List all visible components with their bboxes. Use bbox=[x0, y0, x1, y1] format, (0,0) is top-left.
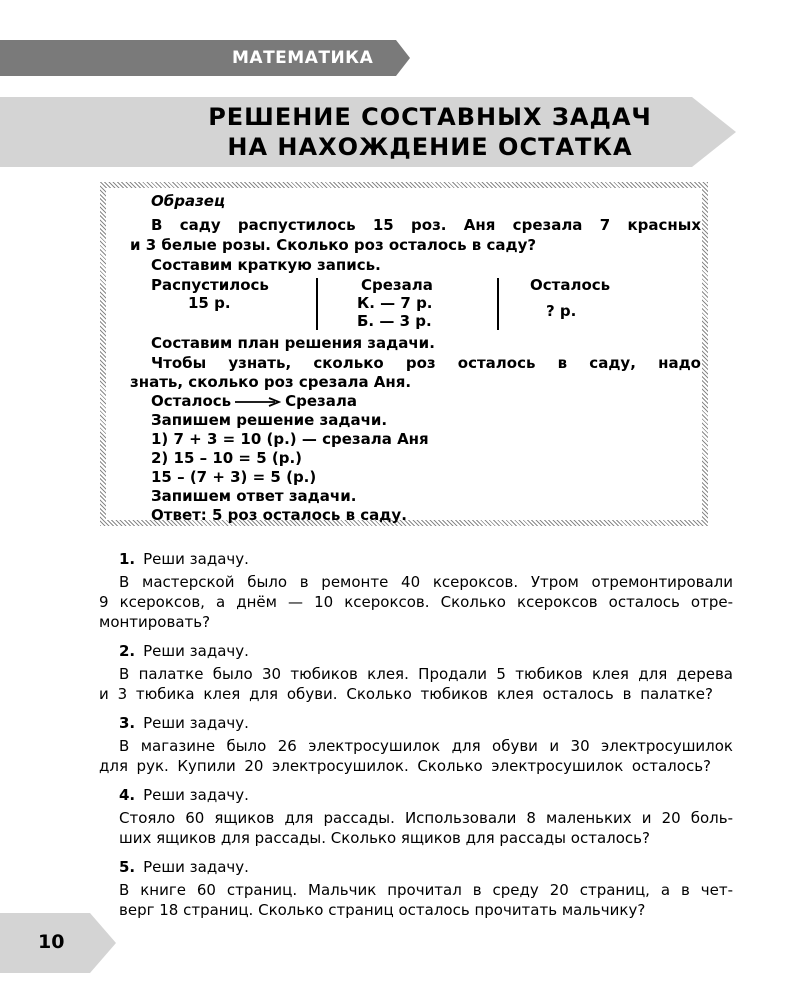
task-text-line: В мастерской было в ремонте 40 ксероксов. Утром отремонтировали bbox=[119, 573, 733, 591]
scheme-to: Срезала bbox=[285, 392, 358, 410]
task-text-line: ших ящиков для рассады. Сколько ящиков для рассады осталось? bbox=[119, 829, 650, 847]
task-number: 4. bbox=[119, 786, 136, 804]
page-title-line-2: НА НАХОЖДЕНИЕ ОСТАТКА bbox=[227, 133, 633, 161]
example-answer-intro: Запишем ответ задачи. bbox=[151, 487, 357, 505]
task-instruction: Реши задачу. bbox=[143, 786, 249, 804]
example-step-1: 1) 7 + 3 = 10 (р.) — срезала Аня bbox=[151, 430, 429, 448]
example-step-2: 2) 15 – 10 = 5 (р.) bbox=[151, 449, 303, 467]
example-box bbox=[100, 182, 708, 526]
page-number: 10 bbox=[38, 931, 65, 953]
example-plan-line-1: Чтобы узнать, сколько роз осталось в саду, надо bbox=[151, 354, 701, 372]
subject-label: МАТЕМАТИКА bbox=[232, 48, 374, 68]
task-text-line: Стояло 60 ящиков для рассады. Использовали 8 маленьких и 20 боль- bbox=[119, 809, 733, 827]
task-instruction: Реши задачу. bbox=[143, 714, 249, 732]
task-instruction: Реши задачу. bbox=[143, 858, 249, 876]
example-label: Образец bbox=[151, 192, 226, 210]
task-heading bbox=[119, 786, 249, 805]
example-solution-intro: Запишем решение задачи. bbox=[151, 411, 388, 429]
example-plan-intro: Составим план решения задачи. bbox=[151, 334, 435, 352]
column-header-remaining: Осталось bbox=[530, 276, 611, 294]
column-value-remaining: ? р. bbox=[546, 302, 577, 320]
task-number: 1. bbox=[119, 550, 136, 568]
page-title-line-1: РЕШЕНИЕ СОСТАВНЫХ ЗАДАЧ bbox=[208, 103, 652, 131]
arrow-right-icon bbox=[235, 397, 281, 407]
example-problem-line-1: В саду распустилось 15 роз. Аня срезала 7 красных bbox=[151, 216, 701, 234]
column-divider-1 bbox=[316, 278, 318, 330]
example-short-record-intro: Составим краткую запись. bbox=[151, 256, 381, 274]
task-heading bbox=[119, 714, 249, 733]
task-heading bbox=[119, 858, 249, 877]
example-problem-line-2: и 3 белые розы. Сколько роз осталось в саду? bbox=[130, 236, 537, 254]
example-plan-line-2: знать, сколько роз срезала Аня. bbox=[130, 373, 412, 391]
task-heading bbox=[119, 550, 249, 569]
task-text-line: В книге 60 страниц. Мальчик прочитал в среду 20 страниц, а в чет- bbox=[119, 881, 733, 899]
column-value-bloomed: 15 р. bbox=[188, 294, 231, 312]
example-content bbox=[106, 188, 702, 524]
column-header-cut: Срезала bbox=[361, 276, 433, 294]
task-number: 2. bbox=[119, 642, 136, 660]
task-instruction: Реши задачу. bbox=[143, 642, 249, 660]
task-text-line: В магазине было 26 электросушилок для обуви и 30 электросушилок bbox=[119, 737, 733, 755]
task-number: 3. bbox=[119, 714, 136, 732]
column-value-cut-white: Б. — 3 р. bbox=[357, 312, 432, 330]
task-text-line: В палатке было 30 тюбиков клея. Продали 5 тюбиков клея для дерева bbox=[119, 665, 733, 683]
task-text-line: для рук. Купили 20 электросушилок. Сколько электросушилок осталось? bbox=[99, 757, 711, 775]
page-title bbox=[160, 102, 700, 162]
task-text-line: монтировать? bbox=[99, 613, 211, 631]
task-heading bbox=[119, 642, 249, 661]
example-expression: 15 – (7 + 3) = 5 (р.) bbox=[151, 468, 317, 486]
example-scheme bbox=[151, 392, 357, 411]
task-instruction: Реши задачу. bbox=[143, 550, 249, 568]
column-header-bloomed: Распустилось bbox=[151, 276, 269, 294]
task-text-line: и 3 тюбика клея для обуви. Сколько тюбиков клея осталось в палатке? bbox=[99, 685, 713, 703]
scheme-from: Осталось bbox=[151, 392, 232, 410]
column-value-cut-red: К. — 7 р. bbox=[357, 294, 433, 312]
example-answer: Ответ: 5 роз осталось в саду. bbox=[151, 506, 407, 524]
task-number: 5. bbox=[119, 858, 136, 876]
column-divider-2 bbox=[497, 278, 499, 330]
task-text-line: 9 ксероксов, а днём — 10 ксероксов. Сколько ксероксов осталось отре- bbox=[99, 593, 733, 611]
task-text-line: верг 18 страниц. Сколько страниц осталось прочитать мальчику? bbox=[119, 901, 646, 919]
